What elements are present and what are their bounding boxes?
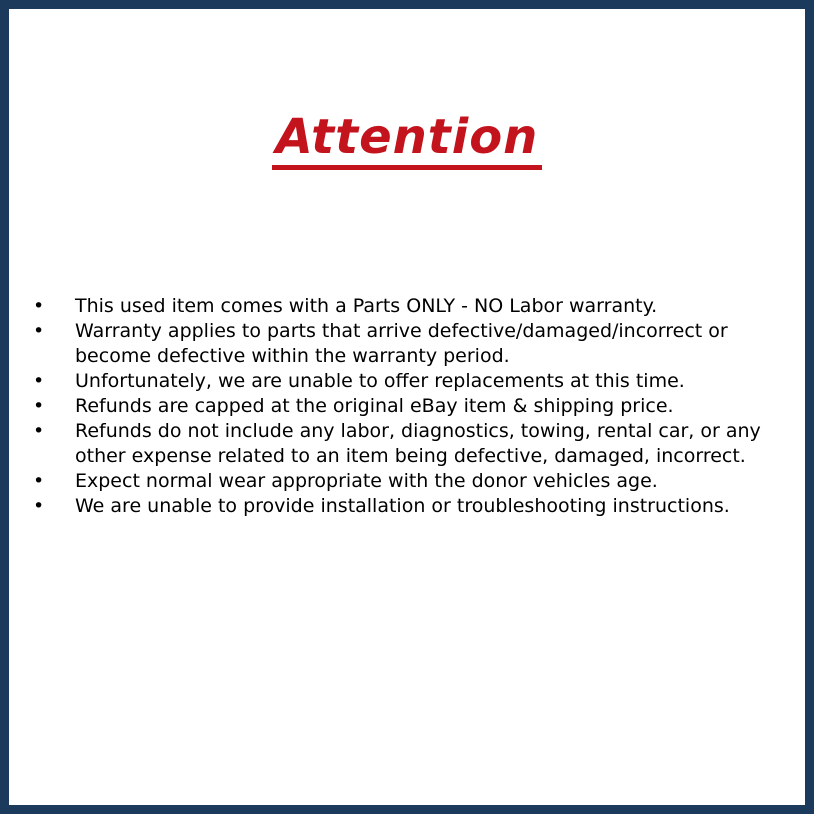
list-item: • Refunds are capped at the original eBay item & shipping price. — [75, 394, 777, 419]
list-item: • Warranty applies to parts that arrive defective/damaged/incorrect or become defective within the warranty period. — [75, 319, 777, 369]
warranty-bullet-list — [9, 294, 805, 519]
list-item: • Refunds do not include any labor, diagnostics, towing, rental car, or any other expense related to an item being defective, damaged, incorrect. — [75, 419, 777, 469]
list-item: • We are unable to provide installation or troubleshooting instructions. — [75, 494, 777, 519]
list-item: • Expect normal wear appropriate with the donor vehicles age. — [75, 469, 777, 494]
list-item: • Unfortunately, we are unable to offer replacements at this time. — [75, 369, 777, 394]
list-item: • This used item comes with a Parts ONLY - NO Labor warranty. — [75, 294, 777, 319]
title-container — [9, 109, 805, 170]
page-title: Attention — [272, 112, 543, 170]
